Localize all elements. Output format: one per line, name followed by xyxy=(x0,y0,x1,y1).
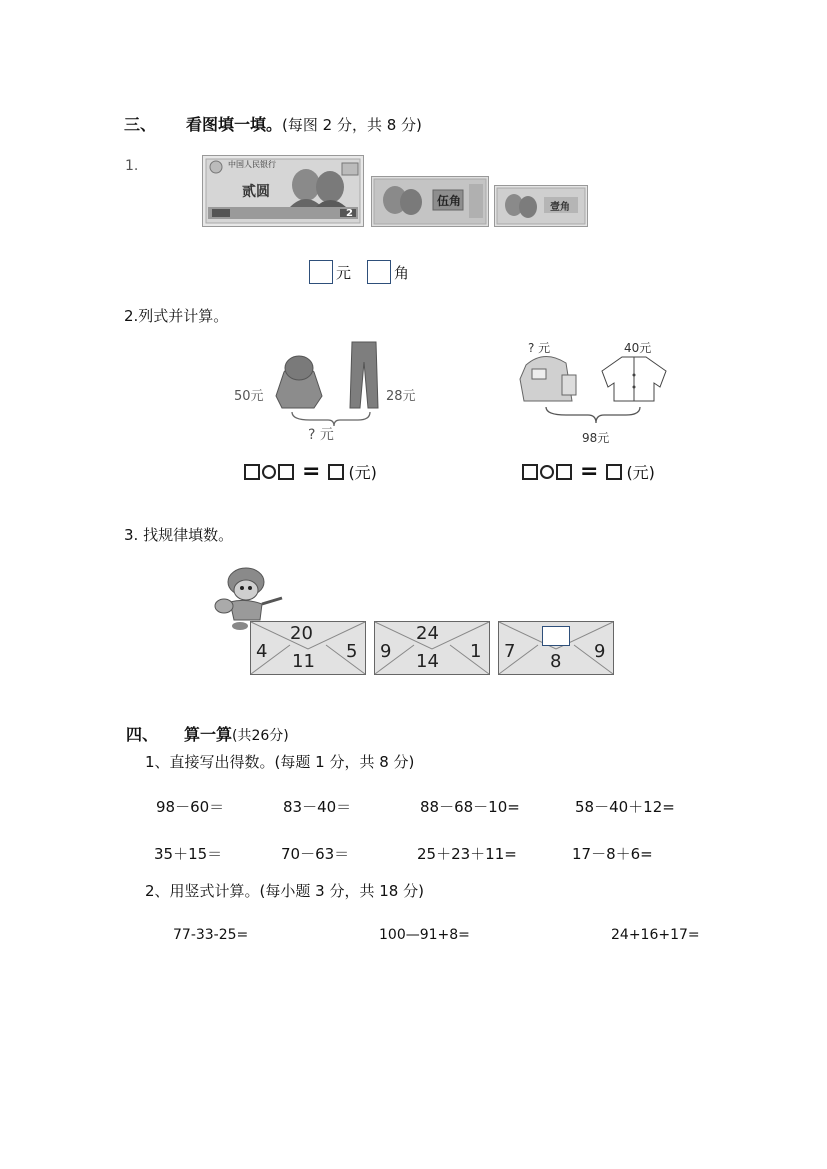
section3-title: 看图填一填。 xyxy=(186,115,283,134)
envelope-bottom-number: 11 xyxy=(292,651,315,672)
section4-number: 四、 xyxy=(126,725,159,744)
banknote-2-yuan xyxy=(202,155,364,227)
envelope-left-number: 4 xyxy=(256,641,268,662)
arithmetic-item: 98－60＝ xyxy=(156,798,225,816)
arithmetic-item: 35＋15＝ xyxy=(154,845,223,863)
section4-heading xyxy=(126,722,289,745)
section3-number: 三、 xyxy=(124,115,157,134)
envelope-right-number: 5 xyxy=(346,641,358,662)
unit-jiao-label: 角 xyxy=(394,264,410,282)
envelope-bottom-number: 8 xyxy=(550,651,562,672)
banknote-corner-number: 2 xyxy=(346,208,353,219)
answer-box-yuan[interactable] xyxy=(309,260,333,284)
blank-square[interactable] xyxy=(278,464,294,480)
equals-sign: = xyxy=(580,458,599,484)
equals-sign: = xyxy=(302,458,321,484)
question2-label: 2.列式并计算。 xyxy=(124,307,229,325)
jacket-price: 50元 xyxy=(234,389,264,404)
envelope-1 xyxy=(250,621,366,675)
banknote-denomination: 贰圆 xyxy=(242,184,270,200)
vertical-calc-item: 24+16+17= xyxy=(611,927,700,943)
envelope-right-number: 9 xyxy=(594,641,606,662)
blank-square[interactable] xyxy=(606,464,622,480)
vertical-calc-item: 77-33-25= xyxy=(173,927,249,943)
part1-label: 1、直接写出得数。(每题 1 分，共 8 分) xyxy=(145,753,415,771)
question3-label: 3. 找规律填数。 xyxy=(124,526,234,544)
envelope-top-number: 20 xyxy=(290,623,313,644)
envelope-bottom-number: 14 xyxy=(416,651,439,672)
envelope-3 xyxy=(498,621,614,675)
unit-yuan-label: 元 xyxy=(336,264,352,282)
blank-square[interactable] xyxy=(556,464,572,480)
equation-right xyxy=(522,460,655,483)
envelope-top-number: 24 xyxy=(416,623,439,644)
blank-square[interactable] xyxy=(522,464,538,480)
operator-circle[interactable] xyxy=(262,465,276,479)
answer-box-jiao[interactable] xyxy=(367,260,391,284)
unit-label: (元) xyxy=(348,463,377,482)
banknote-5-jiao xyxy=(371,176,489,227)
question1-number: 1. xyxy=(125,158,139,174)
unit-label: (元) xyxy=(626,463,655,482)
total-price: 98元 xyxy=(582,431,610,445)
coat-price: 40元 xyxy=(624,341,652,355)
envelope-2 xyxy=(374,621,490,675)
section4-title: 算一算 xyxy=(184,725,233,744)
banknote-1-jiao xyxy=(494,185,588,227)
arithmetic-item: 88－68－10= xyxy=(420,798,520,816)
blank-square[interactable] xyxy=(244,464,260,480)
part2-label: 2、用竖式计算。(每小题 3 分，共 18 分) xyxy=(145,882,424,900)
envelope-left-number: 9 xyxy=(380,641,392,662)
section3-note: (每图 2 分，共 8 分) xyxy=(282,116,422,134)
banknote-denomination: 壹角 xyxy=(550,202,570,213)
question-price: ? 元 xyxy=(308,427,334,443)
bag-question-price: ? 元 xyxy=(528,341,551,355)
clothes-price-picture xyxy=(230,338,440,448)
banknote-denomination: 伍角 xyxy=(437,194,462,208)
equation-left xyxy=(244,460,377,483)
arithmetic-item: 70－63＝ xyxy=(281,845,350,863)
arithmetic-item: 83－40＝ xyxy=(283,798,352,816)
arithmetic-item: 25＋23＋11= xyxy=(417,845,517,863)
bag-coat-price-picture xyxy=(510,335,690,450)
envelope-answer-box[interactable] xyxy=(542,626,570,646)
envelope-left-number: 7 xyxy=(504,641,516,662)
operator-circle[interactable] xyxy=(540,465,554,479)
arithmetic-item: 58－40＋12= xyxy=(575,798,675,816)
envelope-right-number: 1 xyxy=(470,641,482,662)
section4-note: (共26分) xyxy=(232,728,289,744)
vertical-calc-item: 100—91+8= xyxy=(379,927,470,943)
section3-heading xyxy=(124,112,422,135)
arithmetic-item: 17－8＋6= xyxy=(572,845,653,863)
banknote-header: 中国人民银行 xyxy=(228,160,276,169)
pants-price: 28元 xyxy=(386,389,416,404)
blank-square[interactable] xyxy=(328,464,344,480)
